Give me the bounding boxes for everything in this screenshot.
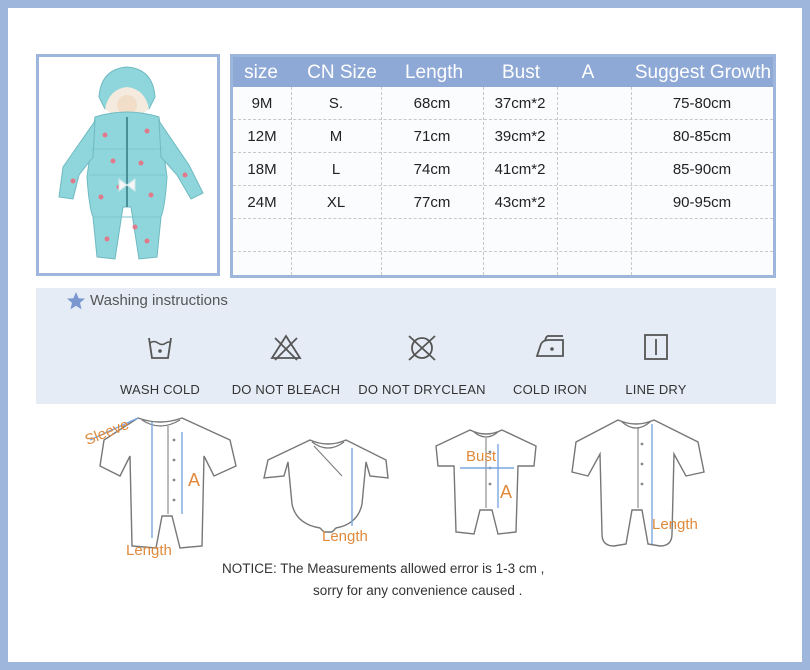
table-row [233,120,773,153]
cell-bust: 39cm*2 [494,128,546,145]
care-do-not-bleach [216,332,356,397]
care-label: DO NOT BLEACH [231,382,341,397]
care-label: LINE DRY [625,382,687,397]
line-dry-icon [641,332,671,362]
cell-length: 68cm [413,95,451,112]
care-label: WASH COLD [119,382,201,397]
cell-size: 24M [247,194,277,211]
sleeve-label: Sleeve [82,416,132,449]
table-row [233,186,773,219]
table-header [233,57,773,87]
do-not-bleach-icon [269,332,303,362]
header-bust: Bust [501,62,541,83]
length-label: Length [652,516,698,533]
cell-size [233,219,291,251]
care-label: COLD IRON [512,382,588,397]
size-table [230,54,776,278]
table-row [233,219,773,252]
notice-line-2: sorry for any convenience caused . [313,583,523,598]
washing-title: Washing instructions [90,292,228,309]
wash-cold-icon [145,332,175,362]
romper-short-outline [430,424,542,544]
bodysuit-diagram [258,432,398,548]
header-a: A [581,62,595,83]
care-line-dry [586,332,726,397]
cell-growth: 90-95cm [672,194,732,211]
cell-a [557,120,631,152]
header-cn-size: CN Size [307,62,377,83]
cell-cn-size: S. [328,95,344,112]
cell-a [557,153,631,185]
a-label: A [500,482,513,502]
header-growth: Suggest Growth [634,62,772,83]
footie-outline [566,414,716,554]
do-not-dryclean-icon [405,332,439,362]
length-label: Length [322,528,368,545]
cell-growth: 85-90cm [672,161,732,178]
cell-growth [631,219,773,251]
a-label: A [188,470,201,490]
cell-size: 18M [247,161,277,178]
cell-bust: 37cm*2 [494,95,546,112]
jumpsuit-image [39,57,217,273]
star-icon [66,291,86,311]
header-length: Length [404,62,464,83]
cold-iron-icon [533,332,567,362]
cell-cn-size: L [331,161,341,178]
cell-size: 9M [251,95,273,112]
care-wash-cold [90,332,230,397]
care-do-not-dryclean [352,332,492,397]
cell-growth: 75-80cm [672,95,732,112]
cell-length: 77cm [413,194,451,211]
table-row [233,153,773,186]
length-label: Length [126,542,172,559]
cell-length: 71cm [413,128,451,145]
table-row [233,252,773,284]
table-row [233,87,773,120]
romper-long-diagram [80,410,250,560]
header-size: size [244,62,278,83]
cell-growth [631,252,773,284]
cell-size [233,252,291,284]
care-label: DO NOT DRYCLEAN [358,382,486,397]
cell-bust: 43cm*2 [494,194,546,211]
cell-bust: 41cm*2 [494,161,546,178]
footie-diagram [566,414,716,554]
cell-cn-size: XL [326,194,346,211]
product-photo [36,54,220,276]
cell-length: 74cm [413,161,451,178]
romper-short-diagram [430,424,542,544]
bust-label: Bust [466,448,497,465]
cell-cn-size: M [329,128,343,145]
washing-panel [36,288,776,404]
cell-a [557,186,631,218]
cell-a [557,87,631,119]
cell-growth: 80-85cm [672,128,732,145]
cell-size: 12M [247,128,277,145]
notice-line-1: NOTICE: The Measurements allowed error is 1-3 cm , [222,561,545,576]
